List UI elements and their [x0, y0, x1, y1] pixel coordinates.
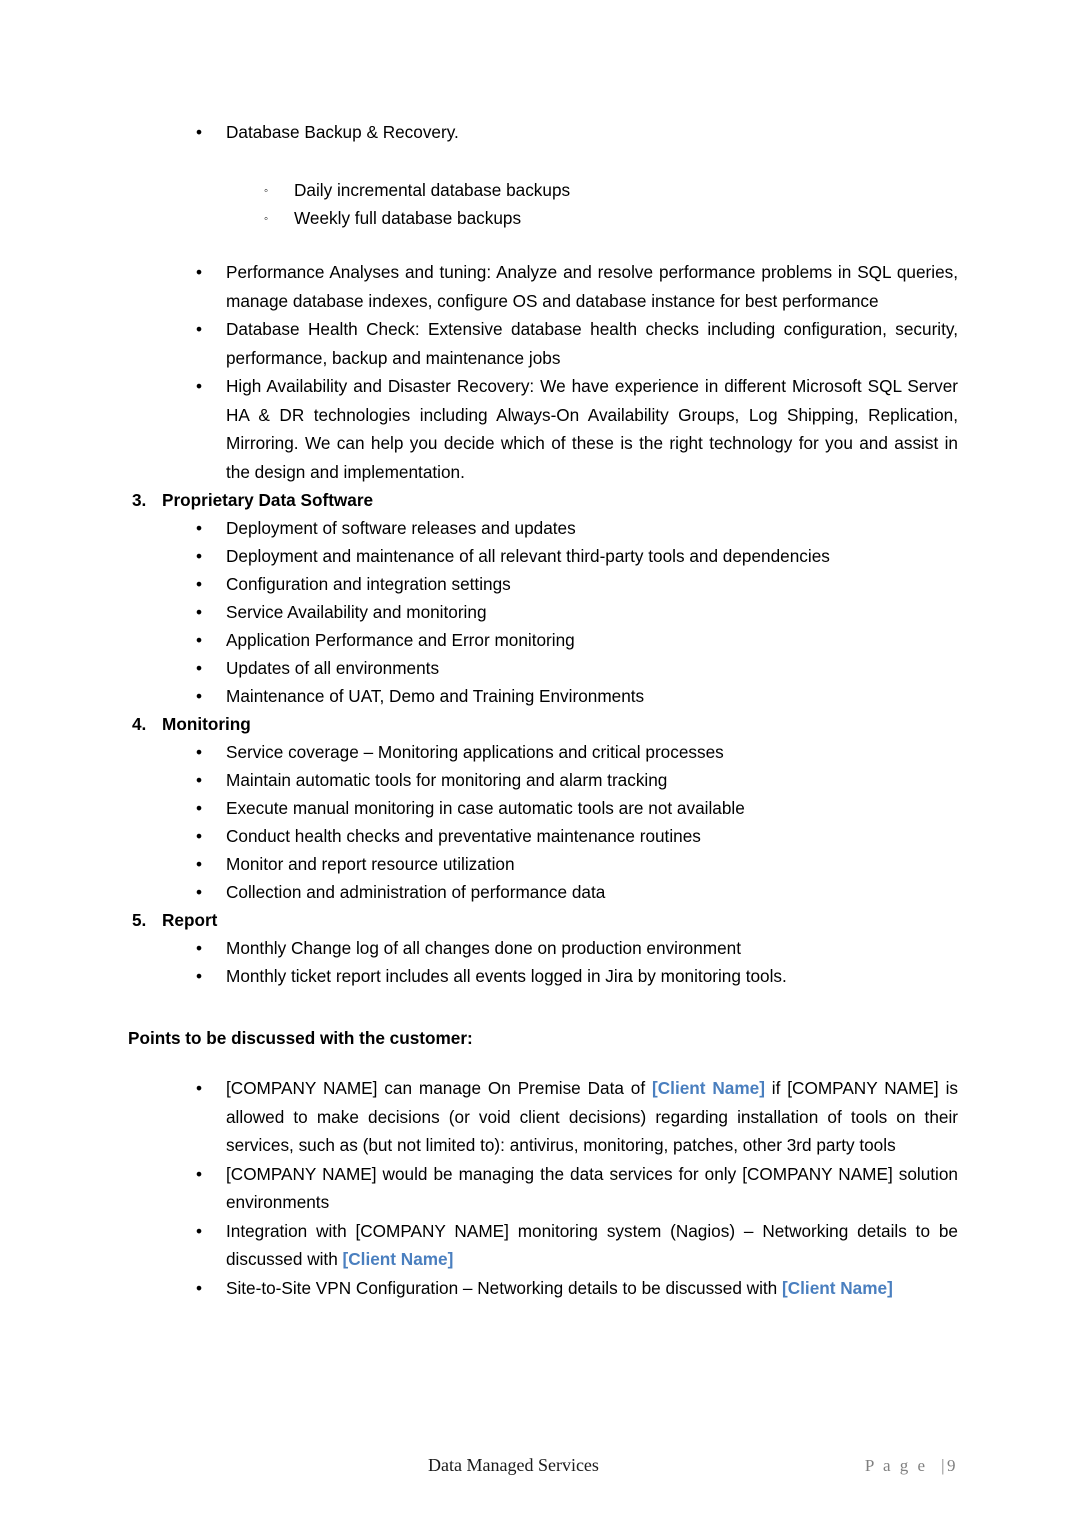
list-item-label: Maintain automatic tools for monitoring and alarm tracking: [226, 770, 668, 790]
list-item: [128, 1074, 958, 1160]
list-item-label: Conduct health checks and preventative maintenance routines: [226, 826, 701, 846]
list-item-label: Collection and administration of performance data: [226, 882, 606, 902]
list-item: [128, 766, 958, 794]
spacer: [128, 990, 958, 1024]
section-title: Proprietary Data Software: [162, 490, 374, 510]
bullet-icon: •: [196, 658, 203, 678]
list-item: [128, 738, 958, 766]
list-item-label-part1: Site-to-Site VPN Configuration – Networking details to be discussed with: [226, 1277, 783, 1298]
bullet-icon: •: [196, 1078, 203, 1098]
list-item-label: Monthly Change log of all changes done on production environment: [226, 938, 742, 958]
list-item-label-part2: if [COMPANY NAME] is allowed to make decisions (or void client decisions) regarding installation of tools on their services, such as (but not limited to): antivirus, monitoring, patches, other 3rd party tools: [226, 1078, 958, 1155]
circle-bullet-icon: ◦: [264, 185, 269, 197]
list-item: [128, 794, 958, 822]
discussion-heading: Points to be discussed with the customer:: [128, 1028, 473, 1048]
list-item: [128, 878, 958, 906]
section-number: 3.: [132, 490, 147, 510]
list-item: [128, 542, 958, 570]
section-heading-4: [128, 710, 958, 738]
list-item: [128, 570, 958, 598]
list-item-label: High Availability and Disaster Recovery: We have experience in different Microsoft SQL Server HA & DR technologies including Always-On Availability Groups, Log Shipping, Replication, Mirroring. We can help you decide which of these is the right technology for you and assist in the design and implementation.: [226, 376, 958, 482]
list-item: [128, 654, 958, 682]
list-item: [128, 258, 958, 315]
list-item-label: Database Health Check: Extensive database health checks including configuration, security, performance, backup and maintenance jobs: [226, 319, 958, 368]
bullet-icon: •: [196, 122, 203, 142]
bullet-icon: •: [196, 686, 203, 706]
client-name-placeholder: [Client Name]: [782, 1277, 893, 1298]
list-item-label: Deployment of software releases and updates: [226, 518, 576, 538]
page-footer: [128, 1455, 958, 1476]
list-item-label: Updates of all environments: [226, 658, 440, 678]
list-item-label: Database Backup & Recovery.: [226, 122, 459, 142]
bullet-icon: •: [196, 574, 203, 594]
list-item-label: Configuration and integration settings: [226, 574, 511, 594]
bullet-icon: •: [196, 262, 203, 282]
bullet-icon: •: [196, 518, 203, 538]
list-item: [128, 682, 958, 710]
section-number: 5.: [132, 910, 147, 930]
list-item-label: Monitor and report resource utilization: [226, 854, 515, 874]
section-heading-5: [128, 906, 958, 934]
bullet-icon: •: [196, 602, 203, 622]
bullet-icon: •: [196, 770, 203, 790]
bullet-icon: •: [196, 742, 203, 762]
circle-bullet-icon: ◦: [264, 213, 269, 225]
list-item: [128, 850, 958, 878]
list-item: [128, 934, 958, 962]
bullet-icon: •: [196, 966, 203, 986]
list-item: [128, 118, 958, 146]
bullet-icon: •: [196, 1163, 203, 1184]
bullet-icon: •: [196, 376, 203, 396]
list-item-label: Maintenance of UAT, Demo and Training Environments: [226, 686, 645, 706]
spacer: [128, 232, 958, 258]
bullet-icon: •: [196, 798, 203, 818]
list-item-label: Performance Analyses and tuning: Analyze and resolve performance problems in SQL queries, manage database indexes, configure OS and database instance for best performance: [226, 262, 958, 311]
list-item: [128, 514, 958, 542]
bullet-icon: •: [196, 938, 203, 958]
list-item: [128, 822, 958, 850]
list-item: [128, 176, 958, 204]
list-item-label: Monthly ticket report includes all events logged in Jira by monitoring tools.: [226, 966, 787, 986]
bullet-icon: •: [196, 826, 203, 846]
bullet-icon: •: [196, 1220, 203, 1241]
list-item: [128, 626, 958, 654]
list-item: [128, 315, 958, 372]
bullet-icon: •: [196, 854, 203, 874]
page-content: [128, 118, 958, 1302]
section-number: 4.: [132, 714, 147, 734]
list-item: [128, 1274, 958, 1303]
list-item-label: Service Availability and monitoring: [226, 602, 487, 622]
footer-title: Data Managed Services: [428, 1455, 599, 1475]
section-heading-3: [128, 486, 958, 514]
list-item-label: Execute manual monitoring in case automatic tools are not available: [226, 798, 745, 818]
list-item-label: Weekly full database backups: [294, 208, 522, 228]
section-title: Monitoring: [162, 714, 251, 734]
list-item: [128, 204, 958, 232]
spacer: [128, 146, 958, 176]
footer-page-number: P a g e |9: [864, 1456, 958, 1475]
bullet-icon: •: [196, 319, 203, 339]
list-item-label: Deployment and maintenance of all relevant third-party tools and dependencies: [226, 546, 830, 566]
list-item: [128, 962, 958, 990]
client-name-placeholder: [Client Name]: [342, 1249, 454, 1269]
bullet-icon: •: [196, 1277, 203, 1298]
list-item: [128, 1160, 958, 1217]
list-item-label-part1: [COMPANY NAME] can manage On Premise Data of: [226, 1078, 653, 1098]
bullet-icon: •: [196, 546, 203, 566]
list-item: [128, 598, 958, 626]
list-item: [128, 1217, 958, 1274]
bullet-icon: •: [196, 630, 203, 650]
list-item-label: Application Performance and Error monitoring: [226, 630, 575, 650]
list-item-label: [COMPANY NAME] would be managing the data services for only [COMPANY NAME] solution environments: [226, 1163, 958, 1212]
list-item-label-part1: Integration with [COMPANY NAME] monitoring system (Nagios) – Networking details to be discussed with: [226, 1220, 958, 1269]
client-name-placeholder: [Client Name]: [652, 1078, 765, 1098]
list-item-label: Daily incremental database backups: [294, 180, 571, 200]
section-title: Report: [162, 910, 218, 930]
spacer: [128, 1052, 958, 1074]
list-item-label: Service coverage – Monitoring applications and critical processes: [226, 742, 724, 762]
bullet-icon: •: [196, 882, 203, 902]
list-item: [128, 372, 958, 486]
